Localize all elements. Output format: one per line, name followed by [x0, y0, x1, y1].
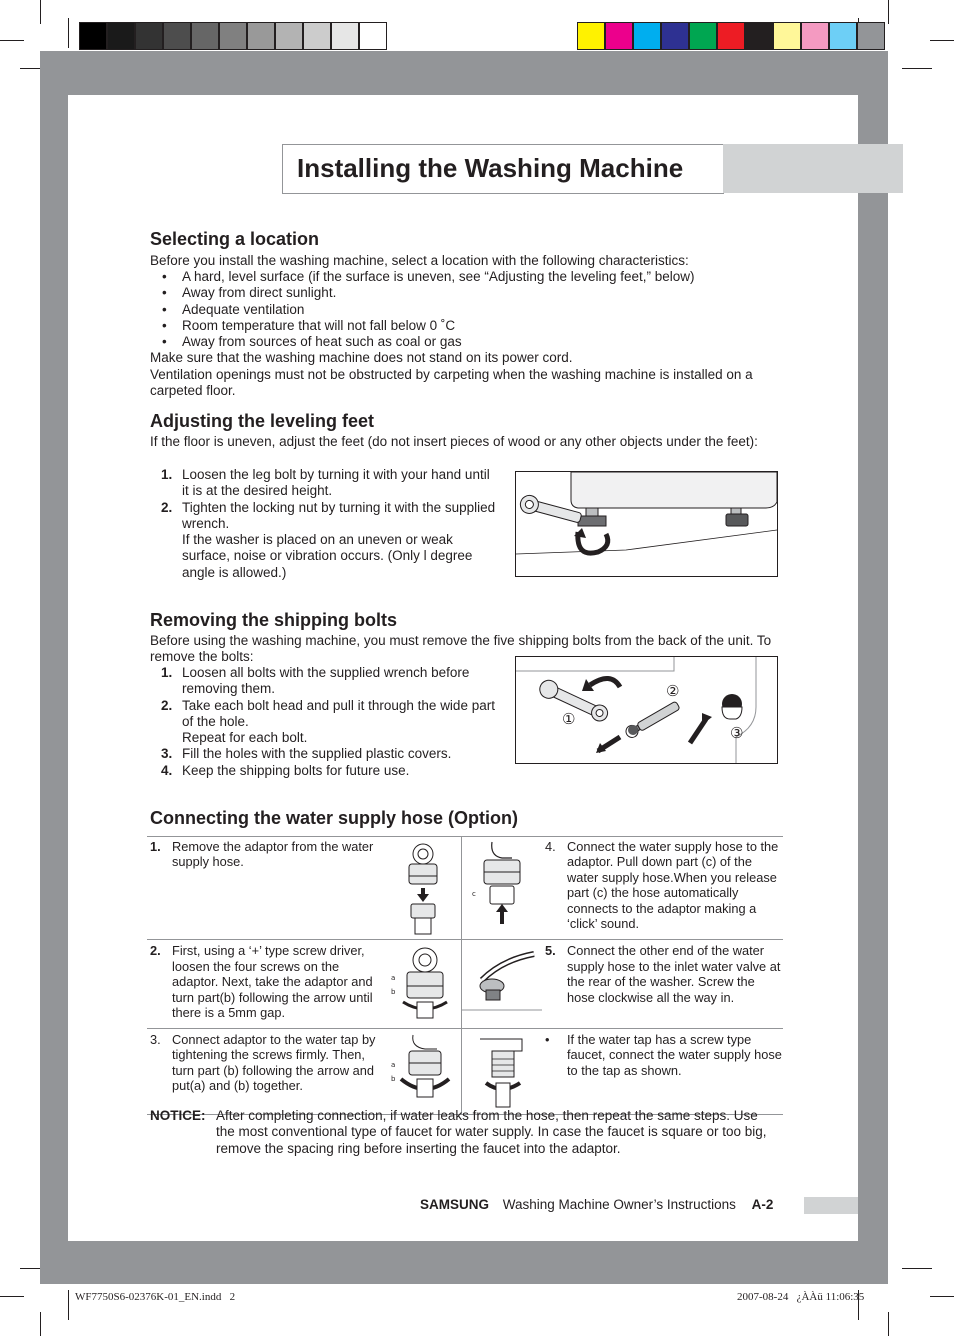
hose-connect-illustration	[462, 836, 542, 936]
notice-label: NOTICE:	[150, 1108, 206, 1123]
list-item	[150, 500, 498, 581]
color-swatch	[247, 22, 275, 50]
color-swatch	[359, 22, 387, 50]
title-accent-bar	[723, 144, 903, 193]
page-number: A-2	[751, 1197, 774, 1212]
table-row	[147, 836, 783, 940]
step-text: Fill the holes with the supplied plastic covers.	[182, 746, 452, 762]
color-swatch	[275, 22, 303, 50]
table-cell	[385, 940, 462, 1028]
location-list	[150, 269, 780, 350]
color-swatch	[191, 22, 219, 50]
table-cell	[147, 940, 385, 1028]
process-color-bar	[577, 22, 885, 50]
step-number: 3.	[161, 746, 173, 762]
step-text: Take each bolt head and pull it through the wide part of the hole.	[182, 697, 495, 729]
crop-mark	[40, 0, 41, 24]
page-title: Installing the Washing Machine	[297, 153, 684, 183]
part-label-b: b	[391, 1074, 396, 1083]
step-text: Connect the water supply hose to the adaptor. Pull down part (c) of the water supply hose.When you release part (c) the hose automatically connects to the adaptor making a ‘click’ sound.	[567, 839, 779, 932]
part-label-c: c	[472, 890, 476, 898]
step-number: 3.	[150, 1031, 161, 1047]
step-text: Loosen all bolts with the supplied wrench before removing them.	[182, 665, 470, 697]
bolts-steps	[150, 665, 500, 779]
part-label-a: a	[391, 974, 396, 983]
color-swatch	[801, 22, 829, 50]
table-cell	[462, 1028, 543, 1114]
list-item: • Away from sources of heat such as coal or gas	[150, 334, 780, 350]
color-swatch	[829, 22, 857, 50]
crop-mark	[888, 1312, 889, 1336]
section-heading-bolts: Removing the shipping bolts	[150, 610, 397, 630]
color-swatch	[745, 22, 773, 50]
color-swatch	[331, 22, 359, 50]
step-extra: Repeat for each bolt.	[182, 730, 308, 746]
list-item: • A hard, level surface (if the surface is uneven, see “Adjusting the leveling feet,” below)	[150, 269, 780, 285]
callout-3: ③	[730, 724, 744, 742]
crop-mark	[40, 1312, 41, 1336]
crop-mark	[888, 0, 889, 24]
table-cell	[385, 1028, 462, 1114]
step-number: 1.	[150, 839, 161, 854]
color-swatch	[135, 22, 163, 50]
bolt-removal-illustration	[516, 657, 777, 763]
step-number: 1.	[161, 467, 173, 482]
color-swatch	[773, 22, 801, 50]
section-heading-hose: Connecting the water supply hose (Option)	[150, 808, 519, 828]
leveling-steps	[150, 467, 498, 581]
color-swatch	[79, 22, 107, 50]
color-swatch	[605, 22, 633, 50]
color-swatch	[219, 22, 247, 50]
list-item	[150, 746, 500, 762]
color-swatch	[163, 22, 191, 50]
callout-1: ①	[562, 710, 576, 728]
color-swatch	[633, 22, 661, 50]
step-text: Remove the adaptor from the water supply hose.	[172, 839, 374, 870]
tap-tighten-illustration	[385, 1029, 461, 1111]
page-footer	[420, 1197, 773, 1212]
print-slug-date: 2007-08-24 ¿ÀÀü 11:06:35	[737, 1291, 865, 1303]
list-item	[150, 665, 500, 698]
step-number: 2.	[150, 943, 161, 959]
step-number: 1.	[161, 665, 173, 680]
screw-faucet-illustration	[462, 1029, 542, 1111]
crop-mark	[68, 18, 69, 48]
callout-2: ②	[666, 682, 680, 700]
grayscale-color-bar	[79, 22, 387, 50]
crop-mark	[930, 1296, 954, 1297]
table-cell	[542, 836, 783, 940]
inlet-valve-illustration	[462, 940, 542, 1024]
step-text: Connect the other end of the water supply hose to the inlet water valve at the rear of the washer. Screw the hose clockwise all the way in.	[567, 943, 781, 1005]
color-swatch	[577, 22, 605, 50]
list-item: • Room temperature that will not fall below 0 ˚C	[150, 318, 780, 334]
color-swatch	[107, 22, 135, 50]
shipping-bolts-figure	[515, 656, 778, 764]
crop-mark	[902, 1268, 932, 1269]
location-intro: Before you install the washing machine, select a location with the following characteristics:	[150, 253, 689, 268]
crop-mark	[0, 40, 24, 41]
table-cell	[385, 836, 462, 940]
step-text: Loosen the leg bolt by turning it with your hand until it is at the desired height.	[182, 467, 490, 499]
step-text: Keep the shipping bolts for future use.	[182, 762, 410, 778]
step-text: Tighten the locking nut by turning it with the supplied wrench.	[182, 499, 496, 531]
crop-mark	[902, 68, 932, 69]
part-label-a: a	[391, 1060, 396, 1069]
table-cell	[147, 836, 385, 940]
part-label-b: b	[391, 988, 396, 997]
location-note-cord: Make sure that the washing machine does not stand on its power cord.	[150, 350, 573, 365]
list-item	[150, 698, 500, 747]
notice-text: After completing connection, if water leaks from the hose, then repeat the same steps. Use the most conventional type of faucet for water supply. In case the faucet is square or too big, remove the spacing ring before inserting the faucet into the adaptor.	[216, 1108, 767, 1156]
document-title: Washing Machine Owner’s Instructions	[502, 1197, 736, 1212]
section-heading-location: Selecting a location	[150, 229, 320, 249]
color-swatch	[303, 22, 331, 50]
leveling-feet-figure	[515, 471, 778, 577]
step-number: 5.	[545, 943, 556, 959]
step-number: 4.	[161, 762, 173, 778]
bolts-intro: Before using the washing machine, you must remove the five shipping bolts from the back of the unit. To remove the bolts:	[150, 633, 772, 665]
step-extra: If the washer is placed on an uneven or weak surface, noise or vibration occurs. (Only l degree angle is allowed.)	[182, 532, 473, 580]
list-item: • Away from direct sunlight.	[150, 285, 780, 301]
print-slug-file: WF7750S6-02376K-01_EN.indd 2	[75, 1291, 236, 1303]
step-number: 4.	[545, 839, 556, 854]
crop-mark	[68, 1290, 69, 1320]
brand-name: SAMSUNG	[420, 1197, 490, 1212]
color-swatch	[717, 22, 745, 50]
table-row	[147, 1028, 783, 1114]
adaptor-screws-illustration	[385, 940, 461, 1024]
step-number: 2.	[161, 697, 173, 713]
step-number: •	[545, 1031, 550, 1047]
footer-accent-bar	[804, 1197, 858, 1214]
table-cell	[542, 940, 783, 1028]
step-text: First, using a ‘+’ type screw driver, loosen the four screws on the adaptor. Next, take the adaptor and turn part(b) following the arrow until there is a 5mm gap.	[172, 943, 373, 1021]
color-swatch	[689, 22, 717, 50]
table-row	[147, 940, 783, 1028]
table-cell	[462, 940, 543, 1028]
hose-steps-table	[147, 836, 783, 1115]
step-text: If the water tap has a screw type faucet, connect the water supply hose to the tap as shown.	[567, 1031, 782, 1078]
list-item	[150, 467, 498, 500]
list-item: • Adequate ventilation	[150, 302, 780, 318]
table-cell	[462, 836, 543, 940]
step-text: Connect adaptor to the water tap by tightening the screws firmly. Then, turn part (b) following the arrow and put(a) and (b) together.	[172, 1031, 376, 1094]
section-heading-leveling: Adjusting the leveling feet	[150, 411, 375, 431]
leveling-intro: If the floor is uneven, adjust the feet (do not insert pieces of wood or any other objects under the feet):	[150, 434, 758, 449]
color-swatch	[857, 22, 885, 50]
wrench-and-foot-illustration	[516, 472, 777, 576]
location-note-ventilation: Ventilation openings must not be obstructed by carpeting when the washing machine is installed on a carpeted floor.	[150, 367, 753, 399]
crop-mark	[0, 1296, 24, 1297]
table-cell	[542, 1028, 783, 1114]
list-item	[150, 763, 500, 779]
color-swatch	[661, 22, 689, 50]
step-number: 2.	[161, 499, 173, 515]
table-cell	[147, 1028, 385, 1114]
adaptor-removal-illustration	[385, 836, 461, 936]
crop-mark	[930, 40, 954, 41]
